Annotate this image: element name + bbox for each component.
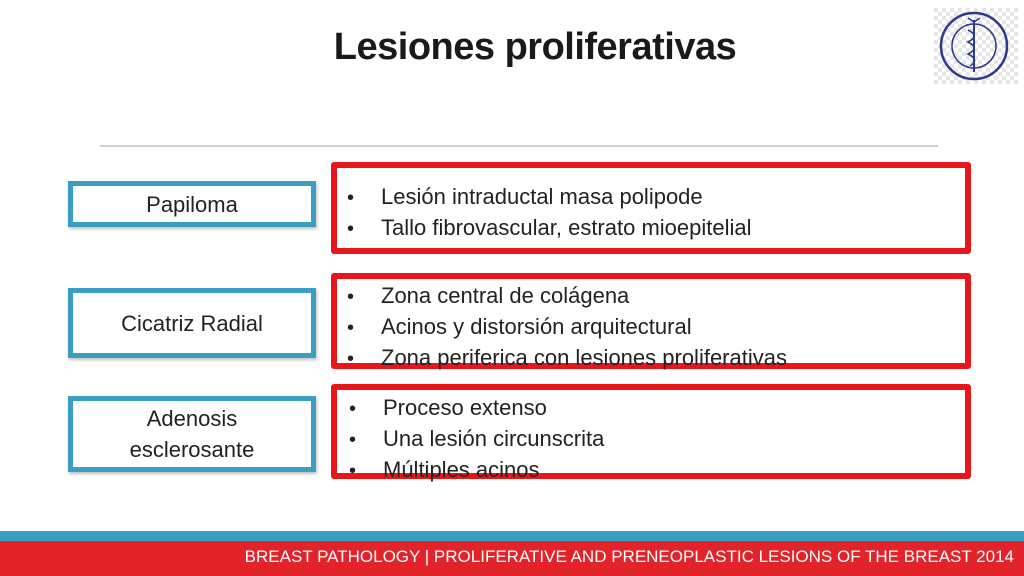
bullet-box-papiloma (331, 162, 971, 254)
list-item: • Lesión intraductal masa polipode (347, 184, 703, 209)
label-adenosis-esclerosante (68, 396, 316, 472)
label-text-line2: esclerosante (129, 437, 255, 462)
bullet-box-adenosis (331, 384, 971, 482)
bullet-list (347, 182, 752, 244)
bullet-list (349, 393, 604, 486)
footer-accent-bar (0, 531, 1024, 541)
footer-text: BREAST PATHOLOGY | PROLIFERATIVE AND PRENEOPLASTIC LESIONS OF THE BREAST 2014 (244, 547, 1014, 566)
list-item: • Acinos y distorsión arquitectural (347, 314, 692, 339)
list-item: • Zona central de colágena (347, 283, 630, 308)
slide-title: Lesiones proliferativas (333, 26, 737, 68)
list-item: • Tallo fibrovascular, estrato mioepitelial (347, 215, 752, 240)
label-text: Cicatriz Radial (121, 310, 263, 336)
bullet-box-cicatriz-radial (331, 273, 971, 369)
list-item: • Una lesión circunscrita (349, 426, 605, 451)
label-papiloma (68, 181, 316, 227)
label-cicatriz-radial (68, 288, 316, 358)
list-item: • Zona periferica con lesiones proliferativas (347, 345, 787, 370)
title-divider (100, 145, 938, 147)
label-text-line1: Adenosis (146, 406, 238, 431)
bullet-list (347, 281, 787, 374)
list-item: • Proceso extenso (349, 395, 547, 420)
institutional-seal-icon (934, 8, 1018, 84)
list-item: • Múltiples acinos (349, 457, 540, 482)
label-text: Papiloma (146, 191, 238, 217)
